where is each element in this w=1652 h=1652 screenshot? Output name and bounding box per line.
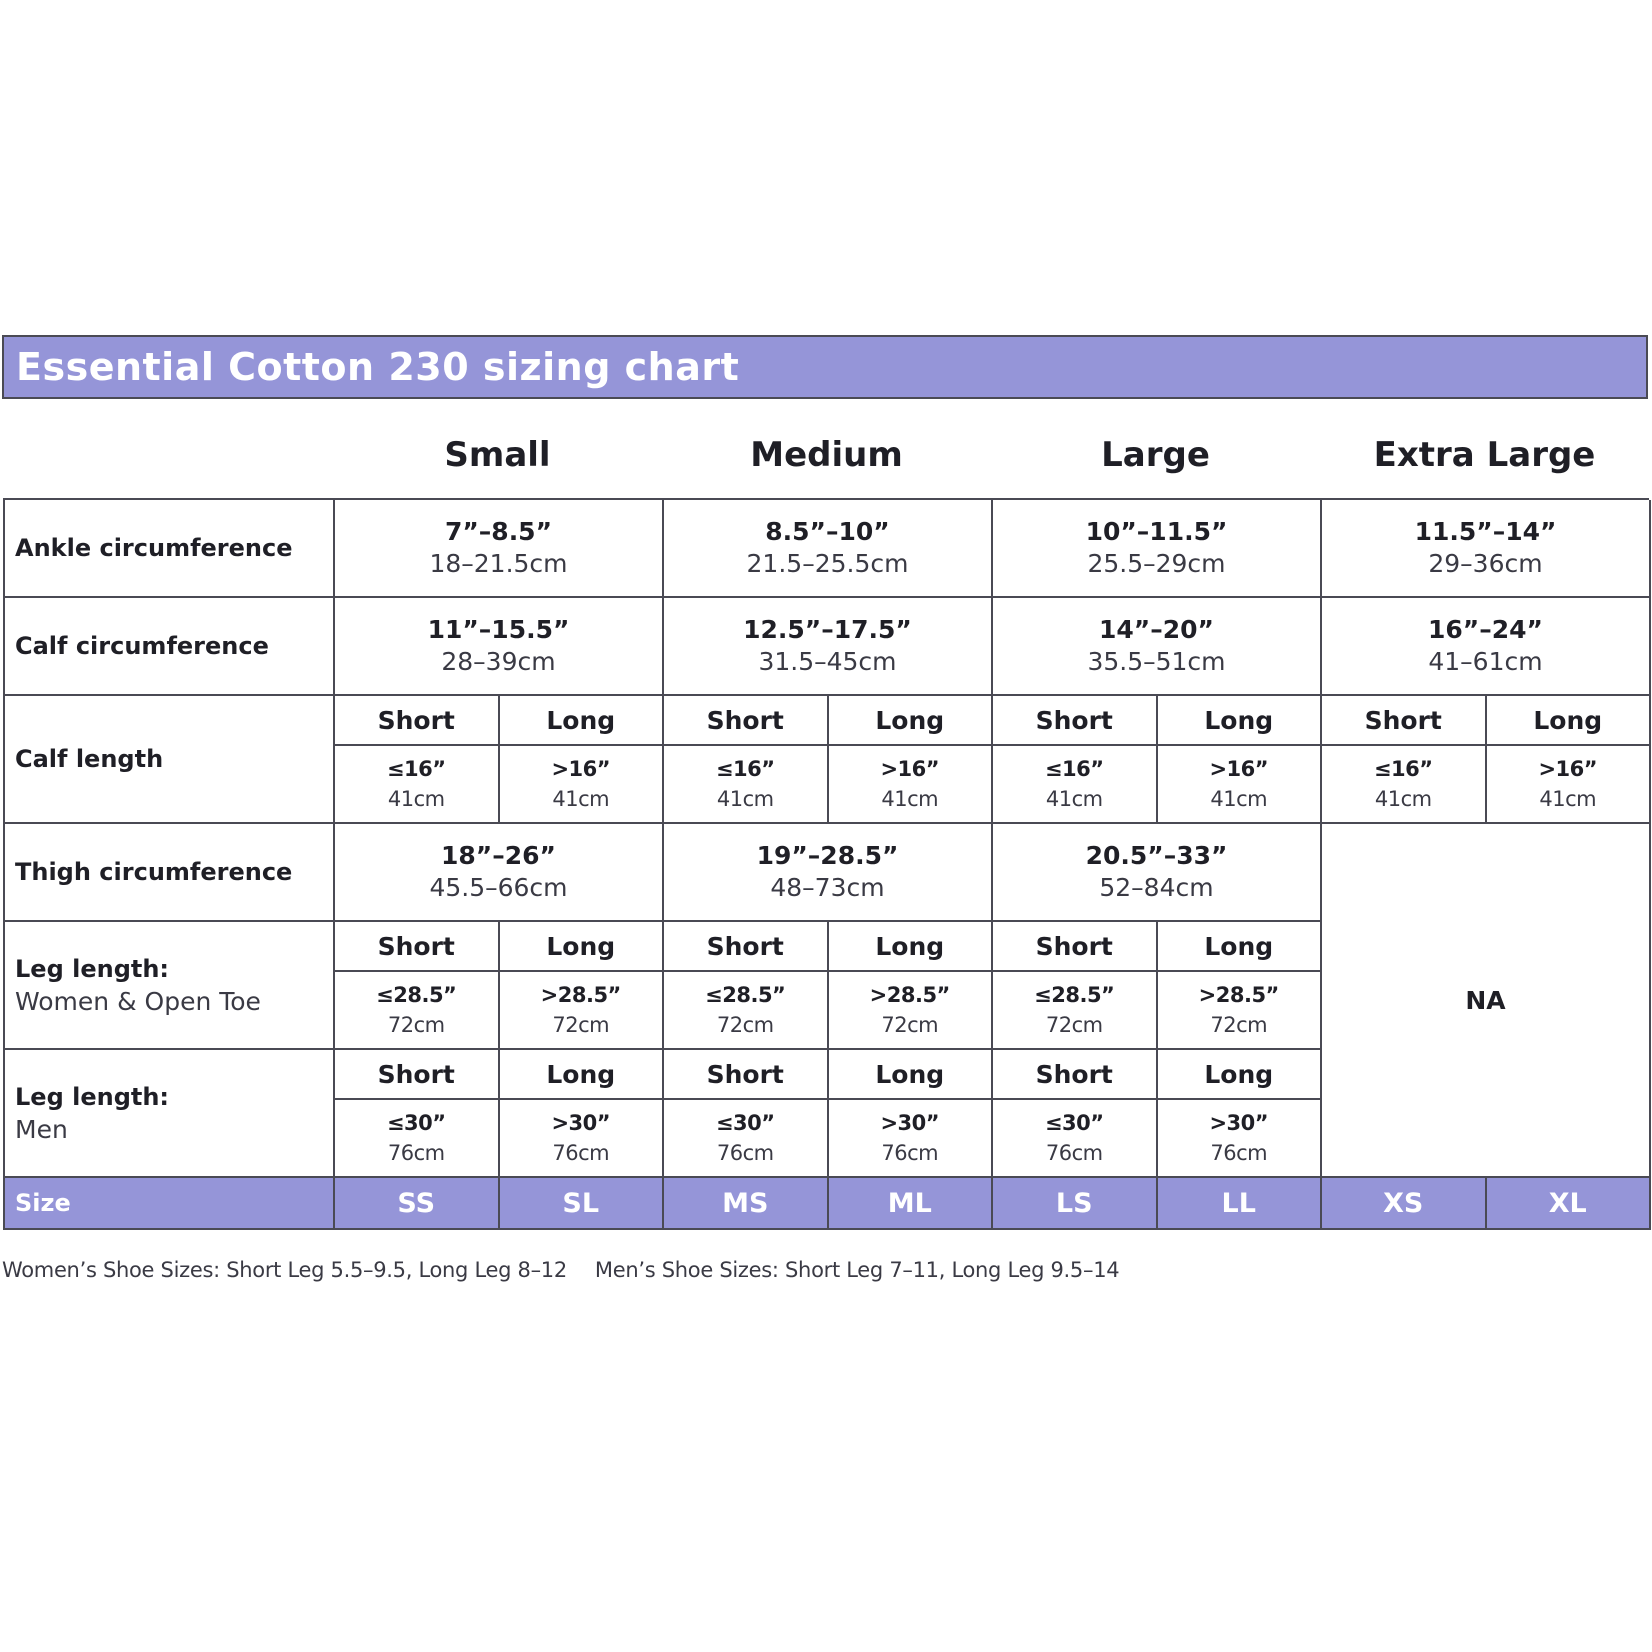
leg-men-medium-long-header: Long — [829, 1050, 994, 1100]
value-cm: 72cm — [716, 1013, 774, 1037]
thigh-large — [993, 824, 1322, 922]
value-cm: 18–21.5cm — [429, 549, 568, 578]
size-header-small: Small — [444, 435, 551, 475]
value-inches: ≤16” — [1044, 757, 1104, 781]
value-inches: >16” — [1538, 757, 1598, 781]
row-label-text: Ankle circumference — [15, 534, 293, 562]
value-cm: 29–36cm — [1428, 549, 1543, 578]
size-code-ms: MS — [664, 1178, 829, 1230]
calf-length-medium-long-header: Long — [829, 696, 994, 746]
size-code-ml: ML — [829, 1178, 994, 1230]
value-inches: >28.5” — [869, 983, 950, 1007]
extra-large-not-available: NA — [1322, 824, 1651, 1178]
size-code-xl: XL — [1487, 1178, 1652, 1230]
ankle-small — [335, 500, 664, 598]
size-row-label: Size — [5, 1178, 335, 1230]
leg-men-small-short-header: Short — [335, 1050, 500, 1100]
value-inches: >28.5” — [1198, 983, 1279, 1007]
size-header-large: Large — [1101, 435, 1210, 475]
row-label-ankle — [5, 500, 335, 598]
ankle-large — [993, 500, 1322, 598]
calf-circ-large — [993, 598, 1322, 696]
value-cm: 76cm — [387, 1141, 445, 1165]
shoe-size-footnote — [2, 1258, 1119, 1282]
row-label-text: Calf circumference — [15, 632, 269, 660]
value-inches: ≤30” — [715, 1111, 775, 1135]
leg-men-medium-short — [664, 1100, 829, 1178]
leg-men-large-short — [993, 1100, 1158, 1178]
value-cm: 41cm — [552, 787, 610, 811]
calf-length-medium-long — [829, 746, 994, 824]
calf-length-small-long-header: Long — [500, 696, 665, 746]
row-label-text: Thigh circumference — [15, 858, 293, 886]
value-inches: ≤28.5” — [376, 983, 457, 1007]
sizing-table — [3, 498, 1649, 1230]
size-code-sl: SL — [500, 1178, 665, 1230]
value-inches: 20.5”–33” — [1085, 841, 1228, 870]
leg-men-small-short — [335, 1100, 500, 1178]
row-label-calf-circumference — [5, 598, 335, 696]
value-cm: 41–61cm — [1428, 647, 1543, 676]
leg-men-medium-short-header: Short — [664, 1050, 829, 1100]
value-cm: 28–39cm — [441, 647, 556, 676]
value-inches: 7”–8.5” — [444, 517, 553, 546]
leg-women-large-long-header: Long — [1158, 922, 1323, 972]
calf-length-small-short-header: Short — [335, 696, 500, 746]
value-inches: 19”–28.5” — [756, 841, 899, 870]
value-inches: 11”–15.5” — [427, 615, 570, 644]
value-cm: 72cm — [1045, 1013, 1103, 1037]
leg-men-large-short-header: Short — [993, 1050, 1158, 1100]
calf-length-medium-short-header: Short — [664, 696, 829, 746]
calf-length-xl-short-header: Short — [1322, 696, 1487, 746]
calf-length-xl-long — [1487, 746, 1652, 824]
value-inches: ≤16” — [1373, 757, 1433, 781]
size-code-ll: LL — [1158, 1178, 1323, 1230]
leg-women-small-long-header: Long — [500, 922, 665, 972]
value-inches: ≤16” — [386, 757, 446, 781]
value-inches: >30” — [880, 1111, 940, 1135]
row-label-calf-length — [5, 696, 335, 824]
value-inches: 10”–11.5” — [1085, 517, 1228, 546]
leg-men-large-long — [1158, 1100, 1323, 1178]
value-inches: ≤30” — [386, 1111, 446, 1135]
calf-length-medium-short — [664, 746, 829, 824]
row-label-subtext: Men — [15, 1114, 68, 1144]
value-inches: ≤16” — [715, 757, 775, 781]
value-cm: 72cm — [552, 1013, 610, 1037]
value-cm: 41cm — [1210, 787, 1268, 811]
value-cm: 76cm — [552, 1141, 610, 1165]
leg-women-small-short-header: Short — [335, 922, 500, 972]
value-cm: 76cm — [716, 1141, 774, 1165]
leg-men-small-long-header: Long — [500, 1050, 665, 1100]
calf-length-large-short-header: Short — [993, 696, 1158, 746]
thigh-small — [335, 824, 664, 922]
value-cm: 41cm — [716, 787, 774, 811]
value-cm: 41cm — [1374, 787, 1432, 811]
leg-women-small-short — [335, 972, 500, 1050]
value-cm: 21.5–25.5cm — [746, 549, 909, 578]
row-label-subtext: Women & Open Toe — [15, 986, 261, 1016]
value-cm: 76cm — [1045, 1141, 1103, 1165]
calf-length-small-long — [500, 746, 665, 824]
calf-circ-medium — [664, 598, 993, 696]
value-cm: 76cm — [1210, 1141, 1268, 1165]
size-code-ls: LS — [993, 1178, 1158, 1230]
value-inches: 11.5”–14” — [1414, 517, 1557, 546]
value-inches: ≤28.5” — [705, 983, 786, 1007]
size-header-medium: Medium — [750, 435, 903, 475]
row-label-text: Calf length — [15, 745, 164, 773]
value-cm: 41cm — [387, 787, 445, 811]
value-cm: 41cm — [881, 787, 939, 811]
row-label-thigh-circumference — [5, 824, 335, 922]
value-cm: 41cm — [1045, 787, 1103, 811]
value-cm: 72cm — [1210, 1013, 1268, 1037]
leg-men-small-long — [500, 1100, 665, 1178]
calf-length-large-long — [1158, 746, 1323, 824]
calf-length-small-short — [335, 746, 500, 824]
row-label-leg-length-women — [5, 922, 335, 1050]
calf-length-large-long-header: Long — [1158, 696, 1323, 746]
value-cm: 35.5–51cm — [1087, 647, 1226, 676]
value-inches: >16” — [551, 757, 611, 781]
chart-title: Essential Cotton 230 sizing chart — [2, 335, 1648, 399]
value-inches: 14”–20” — [1099, 615, 1214, 644]
calf-length-xl-short — [1322, 746, 1487, 824]
value-inches: 18”–26” — [441, 841, 556, 870]
value-cm: 72cm — [387, 1013, 445, 1037]
value-inches: >28.5” — [540, 983, 621, 1007]
calf-length-large-short — [993, 746, 1158, 824]
thigh-medium — [664, 824, 993, 922]
size-code-xs: XS — [1322, 1178, 1487, 1230]
value-inches: >30” — [1209, 1111, 1269, 1135]
ankle-medium — [664, 500, 993, 598]
value-inches: >16” — [880, 757, 940, 781]
value-cm: 41cm — [1539, 787, 1597, 811]
leg-men-large-long-header: Long — [1158, 1050, 1323, 1100]
value-cm: 48–73cm — [770, 873, 885, 902]
size-code-ss: SS — [335, 1178, 500, 1230]
leg-women-medium-long — [829, 972, 994, 1050]
leg-women-large-long — [1158, 972, 1323, 1050]
value-inches: >16” — [1209, 757, 1269, 781]
leg-women-large-short-header: Short — [993, 922, 1158, 972]
calf-circ-small — [335, 598, 664, 696]
leg-women-medium-long-header: Long — [829, 922, 994, 972]
leg-women-large-short — [993, 972, 1158, 1050]
leg-women-medium-short-header: Short — [664, 922, 829, 972]
calf-length-xl-long-header: Long — [1487, 696, 1652, 746]
value-inches: 8.5”–10” — [765, 517, 890, 546]
leg-women-small-long — [500, 972, 665, 1050]
value-cm: 76cm — [881, 1141, 939, 1165]
value-cm: 52–84cm — [1099, 873, 1214, 902]
value-inches: ≤30” — [1044, 1111, 1104, 1135]
ankle-extra-large — [1322, 500, 1651, 598]
size-header-extra-large: Extra Large — [1373, 435, 1596, 475]
leg-women-medium-short — [664, 972, 829, 1050]
value-inches: 12.5”–17.5” — [743, 615, 912, 644]
value-cm: 72cm — [881, 1013, 939, 1037]
value-cm: 45.5–66cm — [429, 873, 568, 902]
women-shoe-sizes: Women’s Shoe Sizes: Short Leg 5.5–9.5, Long Leg 8–12 — [2, 1258, 567, 1282]
men-shoe-sizes: Men’s Shoe Sizes: Short Leg 7–11, Long Leg 9.5–14 — [594, 1258, 1120, 1282]
leg-men-medium-long — [829, 1100, 994, 1178]
value-cm: 25.5–29cm — [1087, 549, 1226, 578]
row-label-text: Leg length: — [15, 1082, 170, 1111]
value-inches: ≤28.5” — [1034, 983, 1115, 1007]
value-cm: 31.5–45cm — [758, 647, 897, 676]
value-inches: 16”–24” — [1428, 615, 1543, 644]
calf-circ-extra-large — [1322, 598, 1651, 696]
value-inches: >30” — [551, 1111, 611, 1135]
row-label-leg-length-men — [5, 1050, 335, 1178]
row-label-text: Leg length: — [15, 954, 170, 983]
